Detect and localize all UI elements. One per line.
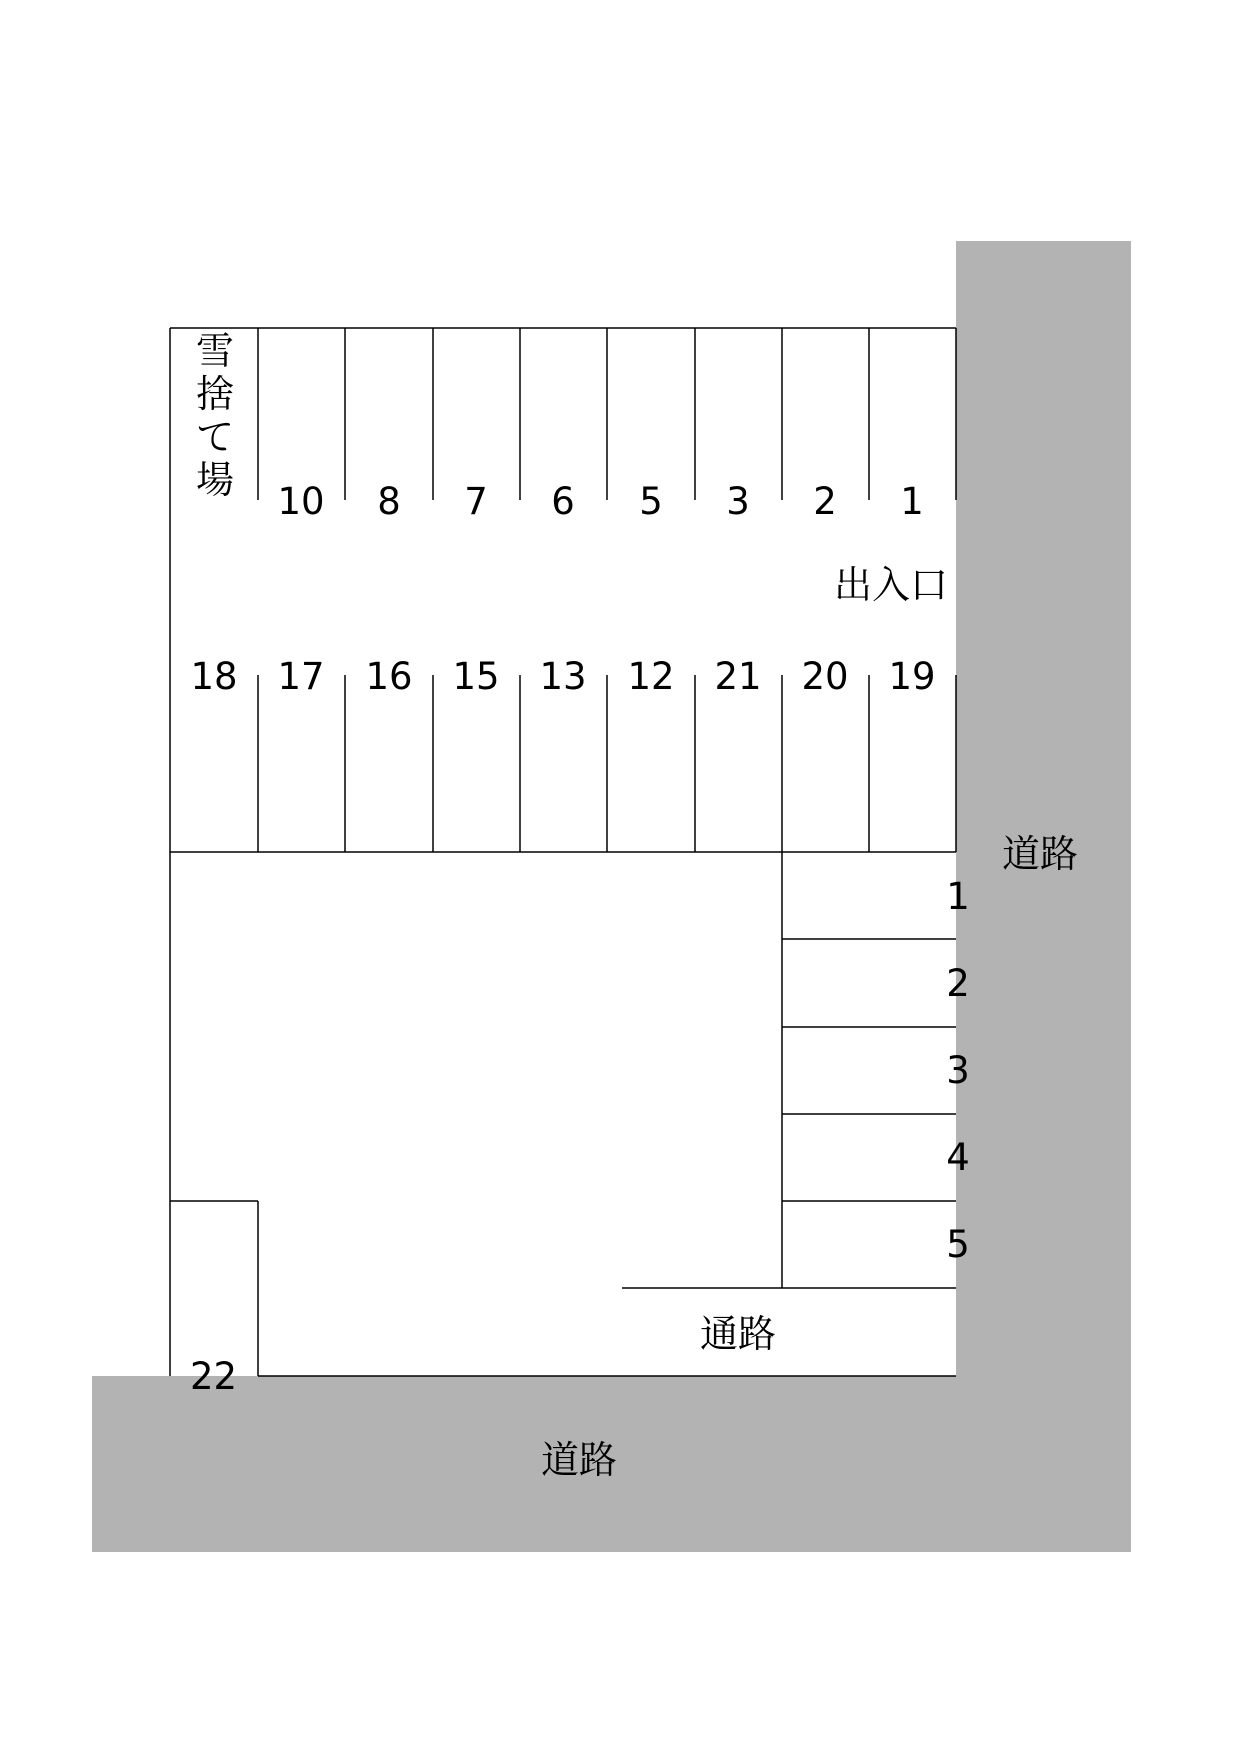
lot-number: 17 xyxy=(269,658,333,695)
lot-number: 3 xyxy=(946,1049,970,1092)
lot-number: 7 xyxy=(444,483,508,520)
entrance-label: 出入口 xyxy=(834,563,949,607)
lot-number: 21 xyxy=(706,658,770,695)
lot-number: 2 xyxy=(946,962,970,1005)
lot-number: 18 xyxy=(182,658,246,695)
snow-dump-char: 雪 xyxy=(195,329,234,373)
lot-number: 19 xyxy=(880,658,944,695)
road-bottom-label: 道路 xyxy=(541,1438,618,1482)
lot-number: 22 xyxy=(190,1355,238,1398)
lot-number: 3 xyxy=(706,483,770,520)
snow-dump-char: 捨 xyxy=(195,372,234,416)
lot-number: 5 xyxy=(619,483,683,520)
lot-number: 20 xyxy=(793,658,857,695)
lot-number: 5 xyxy=(946,1223,970,1266)
lot-number: 1 xyxy=(946,875,970,918)
aisle-label: 通路 xyxy=(700,1312,777,1356)
lot-number: 15 xyxy=(444,658,508,695)
snow-dump-char: て xyxy=(195,415,234,459)
lot-number: 10 xyxy=(269,483,333,520)
lot-number: 13 xyxy=(531,658,595,695)
lot-number: 4 xyxy=(946,1136,970,1179)
lot-number: 6 xyxy=(531,483,595,520)
road-right-area xyxy=(956,241,1131,1552)
snow-dump-label xyxy=(194,330,236,502)
lot-number: 1 xyxy=(880,483,944,520)
lot-number: 12 xyxy=(619,658,683,695)
lot-number: 16 xyxy=(357,658,421,695)
lot-number: 2 xyxy=(793,483,857,520)
road-right-label: 道路 xyxy=(1002,832,1079,876)
lot-number: 8 xyxy=(357,483,421,520)
snow-dump-char: 場 xyxy=(195,458,234,502)
